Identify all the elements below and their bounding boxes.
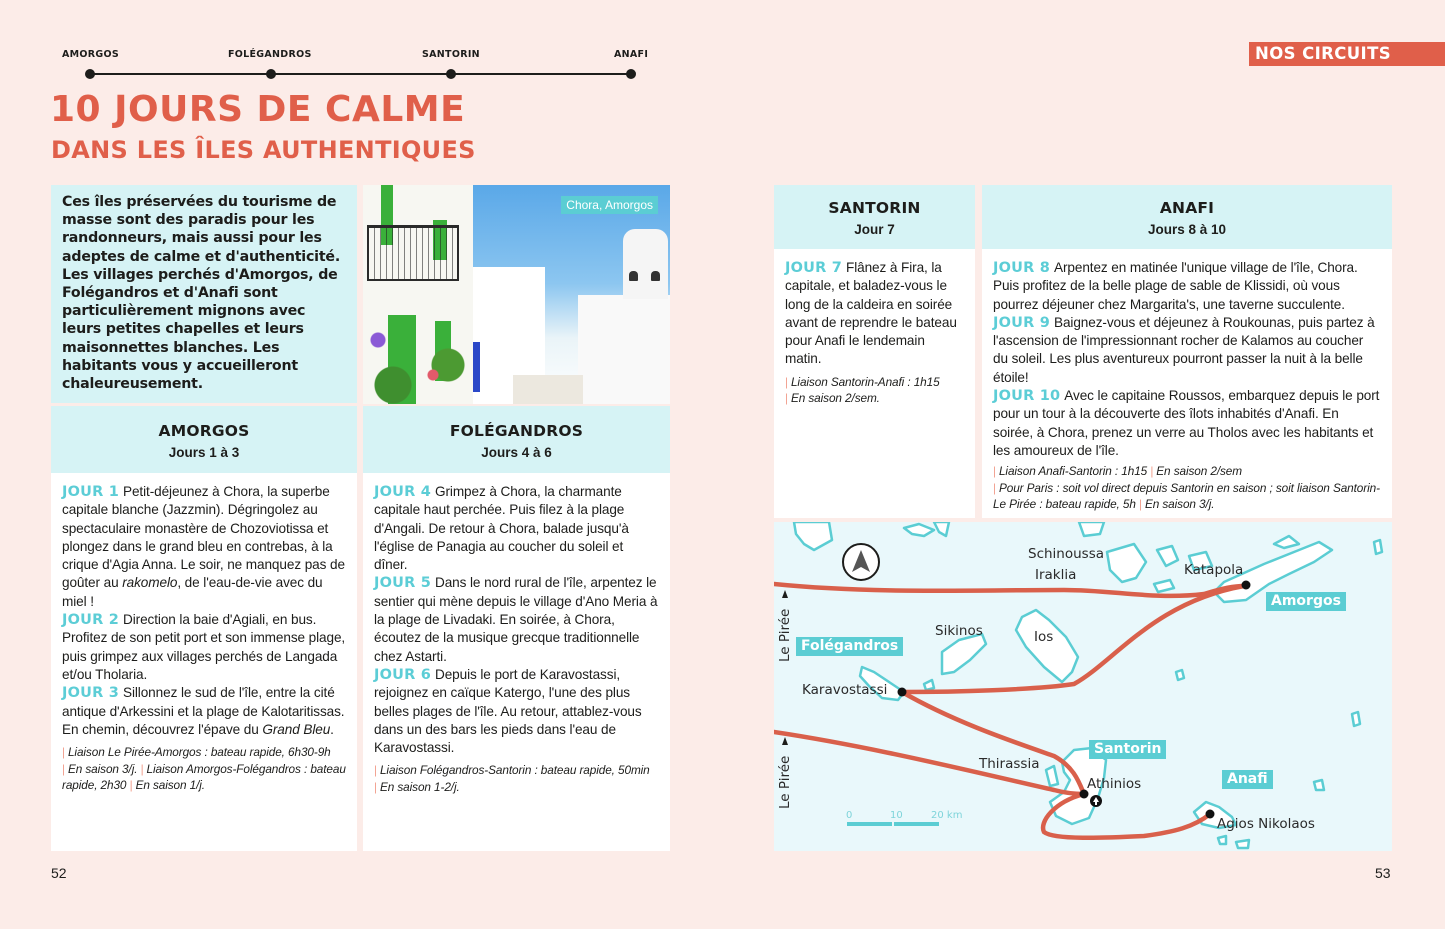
port-dot-icon (1206, 810, 1215, 819)
note-text: Liaison Anafi-Santorin : 1h15 (998, 464, 1148, 479)
day-entry (993, 314, 1381, 387)
timeline-stop-amorgos: AMORGOS (62, 49, 120, 60)
day-entry (993, 387, 1381, 460)
map-label-iraklia: Iraklia (1035, 567, 1077, 583)
island-card-folegandros (363, 406, 670, 851)
note-text: Liaison Le Pirée-Amorgos : bateau rapide, 6h30-9h (67, 745, 331, 760)
timeline-dot-icon (446, 69, 456, 79)
map-label-katapola: Katapola (1184, 562, 1244, 578)
map-label-ios: Ios (1034, 629, 1054, 645)
island-name: SANTORIN (828, 199, 921, 217)
day-label: JOUR 9 (993, 314, 1050, 331)
day-text: , de l'eau-de-vie avec du miel ! (62, 575, 323, 609)
island-name: ANAFI (1159, 199, 1215, 217)
island-days: Jours 1 à 3 (168, 445, 240, 460)
day-label: JOUR 1 (62, 484, 119, 500)
map-tag-santorin: Santorin (1089, 740, 1166, 759)
scale-label: 20 km (931, 810, 963, 821)
day-text-italic: rakomelo (122, 575, 178, 591)
day-text: Baignez-vous et déjeunez à Roukounas, puis partez à l'ascension de l'impressionnant rocher de Kalamos au coucher du soleil. Les plus aventureux pourront passer la nuit à la belle étoile! (993, 314, 1375, 385)
arrow-up-icon (782, 590, 788, 598)
map-label-athinios: Athinios (1087, 776, 1142, 792)
card-header (51, 406, 357, 473)
photo-house-left (363, 185, 473, 404)
photo-street (513, 375, 583, 404)
port-dot-icon (1242, 581, 1251, 590)
bell-icon (629, 271, 638, 281)
island-shape (794, 522, 832, 550)
photo-balcony (367, 225, 459, 281)
day-text: Petit-déjeunez à Chora, la superbe capitale blanche (Jazzmin). Dégringolez au spectaculaire monastère de Chozoviotissa et plongez dans le grand bleu en contrebas, à la crique d'Agia Anna. Le soir, ne manquez pas de goûter au (62, 484, 345, 591)
note-text: En saison 3/j. (67, 761, 138, 776)
compass-icon (843, 544, 879, 580)
page-number-right: 53 (1375, 865, 1391, 881)
scale-bar (847, 822, 892, 826)
note-text: En saison 2/sem. (790, 391, 880, 406)
map-label-karavostassi: Karavostassi (802, 682, 888, 698)
island-card-anafi (982, 185, 1392, 518)
day-label: JOUR 5 (374, 575, 431, 592)
island-name: FOLÉGANDROS (449, 422, 584, 440)
note-text: Liaison Amorgos-Folégandros : bateau rapide, 2h30 (62, 761, 346, 793)
day-label: JOUR 4 (374, 484, 431, 500)
intro-box (51, 185, 357, 403)
note-text: Pour Paris : soit vol direct depuis Santorin en saison ; soit liaison Santorin-Le Pirée : bateau rapide, 5h (993, 480, 1380, 512)
day-label: JOUR 3 (62, 685, 119, 702)
island-days: Jour 7 (854, 222, 895, 237)
map-label-schinoussa: Schinoussa (1028, 546, 1105, 562)
island-name: AMORGOS (158, 422, 250, 440)
island-days: Jours 8 à 10 (1147, 222, 1227, 237)
scale-label: 0 (846, 810, 853, 821)
island-days: Jours 4 à 6 (481, 445, 552, 460)
day-entry (993, 259, 1381, 314)
island-card-amorgos (51, 406, 357, 851)
map-tag-amorgos: Amorgos (1266, 592, 1346, 611)
transport-note: | Liaison Le Pirée-Amorgos : bateau rapide, 6h30-9h | En saison 3/j. | Liaison Amorgos-Folégandros : bateau rapide, 2h30 | En saison 1/j. (62, 745, 346, 793)
note-text: En saison 3/j. (1144, 497, 1215, 512)
timeline-line (90, 73, 632, 75)
day-entry (62, 684, 346, 739)
photo-chora-amorgos (363, 185, 670, 404)
route-amorgos-folegandros (902, 586, 1244, 692)
photo-church (578, 295, 670, 404)
day-label: JOUR 10 (993, 388, 1061, 405)
note-text: Liaison Folégandros-Santorin : bateau rapide, 50min (379, 763, 650, 778)
note-text: En saison 1/j. (135, 778, 205, 793)
day-text: Depuis le port de Karavostassi, rejoignez en caïque Katergo, l'une des plus belles plages de l'île. Au retour, attablez-vous dans un des bars les pieds dans l'eau de Karavostassi. (374, 666, 642, 756)
timeline-dot-icon (266, 69, 276, 79)
page-title: 10 JOURS DE CALME (50, 89, 466, 130)
transport-note: | Liaison Santorin-Anafi : 1h15 | En saison 2/sem. (785, 374, 940, 406)
photo-caption: Chora, Amorgos (561, 196, 658, 214)
day-text: . (330, 721, 334, 737)
transport-note: | Liaison Anafi-Santorin : 1h15 | En saison 2/sem | Pour Paris : soit vol direct depuis Santorin en saison ; soit liaison Santorin-Le Pirée : bateau rapide, 5h | En saison 3/j. (993, 464, 1380, 512)
day-text: Grimpez à Chora, la charmante capitale haut perchée. Puis filez à la plage d'Angali. De retour à Chora, balade jusqu'à l'église de Panagia au coucher du soleil et dîner. (374, 484, 629, 573)
page-subtitle: DANS LES ÎLES AUTHENTIQUES (51, 136, 476, 164)
card-header (982, 185, 1392, 249)
arrow-up-icon (782, 737, 788, 745)
day-text: Arpentez en matinée l'unique village de l'île, Chora. Puis profitez de la belle plage de sable de Klissidi, où vous pourrez déjeuner chez Margarita's, une taverne succulente. (993, 260, 1358, 312)
scale-label: 10 (890, 810, 903, 821)
timeline-stop-folegandros: FOLÉGANDROS (228, 49, 312, 60)
page-number-left: 52 (51, 865, 67, 881)
photo-flowers (363, 325, 473, 404)
day-label: JOUR 7 (785, 260, 842, 276)
card-header (774, 185, 975, 249)
card-header (363, 406, 670, 473)
port-dot-icon (898, 688, 907, 697)
island-card-santorin (774, 185, 975, 518)
route-map (774, 522, 1392, 851)
photo-bell-tower (623, 229, 668, 299)
intro-text: Ces îles préservées du tourisme de masse sont des paradis pour les randonneurs, mais aussi pour les adeptes de calme et d'authenticité. Les villages perchés d'Amorgos, de Folégandros et d'Anafi sont particulièrement mignons avec leurs petites chapelles et leurs maisonnettes blanches. Les habitants vous y accueilleront chaleureusement. (62, 194, 341, 393)
map-label-sikinos: Sikinos (935, 623, 983, 639)
day-text: Flânez à Fira, la capitale, et baladez-vous le long de la caldeira en soirée avant de reprendre le bateau pour Anafi le lendemain matin. (785, 260, 957, 367)
day-entry (374, 574, 659, 665)
day-text-italic: Grand Bleu (262, 721, 331, 737)
transport-note: | Liaison Folégandros-Santorin : bateau rapide, 50min | En saison 1-2/j. (374, 763, 650, 795)
note-text: En saison 1-2/j. (379, 780, 460, 795)
day-text: Avec le capitaine Roussos, embarquez depuis le port pour un tour à la découverte des îlots inhabités d'Anafi. En soirée, à Chora, prenez un verre au Tholos avec les habitants et les amoureux de l'île. (993, 388, 1380, 458)
day-label: JOUR 8 (993, 260, 1050, 276)
day-entry (785, 259, 964, 369)
timeline-stop-santorin: SANTORIN (422, 49, 480, 60)
map-label-thirassia: Thirassia (979, 756, 1040, 772)
day-entry (62, 611, 346, 684)
map-label-le-piree: Le Pirée (777, 755, 793, 809)
bell-icon (651, 271, 660, 281)
section-tag: NOS CIRCUITS (1249, 42, 1445, 66)
map-label-agios-nikolaos: Agios Nikolaos (1217, 816, 1315, 832)
day-label: JOUR 6 (374, 666, 431, 683)
timeline-dot-icon (626, 69, 636, 79)
timeline-dot-icon (85, 69, 95, 79)
day-text: Dans le nord rural de l'île, arpentez le sentier qui mène depuis le village d'Ano Meria à la plage de Livadaki. En soirée, à Chora, écoutez de la musique grecque traditionnelle chez Astarti. (374, 575, 658, 664)
day-text: Sillonnez le sud de l'île, entre la cité antique d'Arkessini et la plage de Kalotaritissas. En chemin, découvrez l'épave du (62, 685, 345, 737)
map-label-le-piree: Le Pirée (777, 608, 793, 662)
day-text: Direction la baie d'Agiali, en bus. Profitez de son petit port et son immense plage, puis grimpez aux villages perchés de Langada et/ou Tholaria. (62, 612, 346, 682)
note-text: En saison 2/sem (1156, 464, 1242, 479)
day-entry (62, 483, 346, 611)
timeline-stop-anafi: ANAFI (614, 49, 649, 60)
map-tag-anafi: Anafi (1222, 770, 1273, 789)
day-entry (374, 483, 659, 574)
day-entry (374, 666, 659, 757)
note-text: Liaison Santorin-Anafi : 1h15 (790, 374, 940, 389)
day-label: JOUR 2 (62, 612, 119, 629)
map-tag-folegandros: Folégandros (796, 637, 903, 656)
